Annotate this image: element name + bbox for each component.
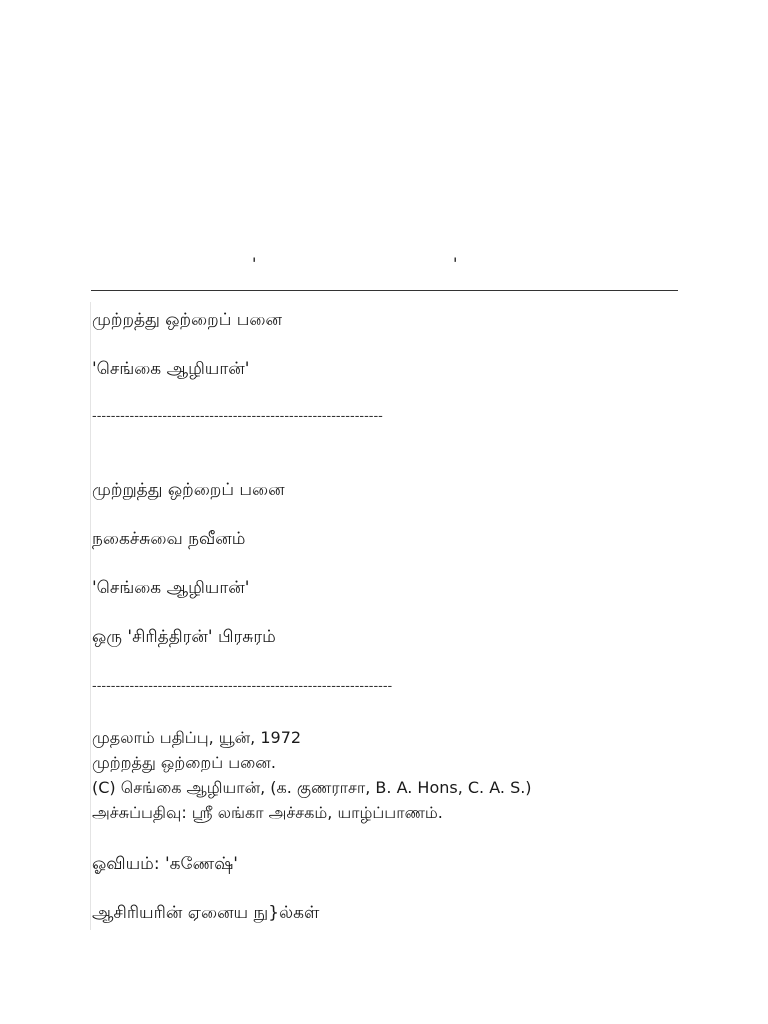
separator-line: -------------------------------------------------------------- bbox=[92, 409, 383, 424]
book-genre: நகைச்சுவை நவீனம் bbox=[92, 529, 246, 549]
book-title: முற்றத்து ஒற்றைப் பனை. bbox=[92, 753, 276, 772]
other-books-heading: ஆசிரியரின் ஏனைய நு}ல்கள் bbox=[92, 903, 320, 923]
header-quote-mark: ' bbox=[453, 254, 458, 273]
publisher-line: ஒரு 'சிரித்திரன்' பிரசுரம் bbox=[92, 627, 276, 647]
illustration-credit: ஓவியம்: 'கணேஷ்' bbox=[92, 854, 238, 874]
copyright-line: (C) செங்கை ஆழியான், (க. குணராசா, B. A. Hons, C. A. S.) bbox=[92, 778, 532, 797]
author-name: 'செங்கை ஆழியான்' bbox=[92, 359, 250, 379]
header-rule-row bbox=[91, 252, 678, 291]
edition-line: முதலாம் பதிப்பு, யூன், 1972 bbox=[92, 728, 302, 747]
printing-line: அச்சுப்பதிவு: ஸ்ரீ லங்கா அச்சகம், யாழ்ப்பாணம். bbox=[92, 803, 443, 822]
book-title: முற்றத்து ஒற்றைப் பனை bbox=[92, 310, 282, 330]
separator-line: ---------------------------------------------------------------- bbox=[92, 679, 393, 694]
document-body bbox=[90, 302, 692, 930]
author-name: 'செங்கை ஆழியான்' bbox=[92, 578, 250, 598]
book-title: முற்றுத்து ஒற்றைப் பனை bbox=[92, 480, 285, 500]
header-quote-mark: ' bbox=[252, 254, 257, 273]
